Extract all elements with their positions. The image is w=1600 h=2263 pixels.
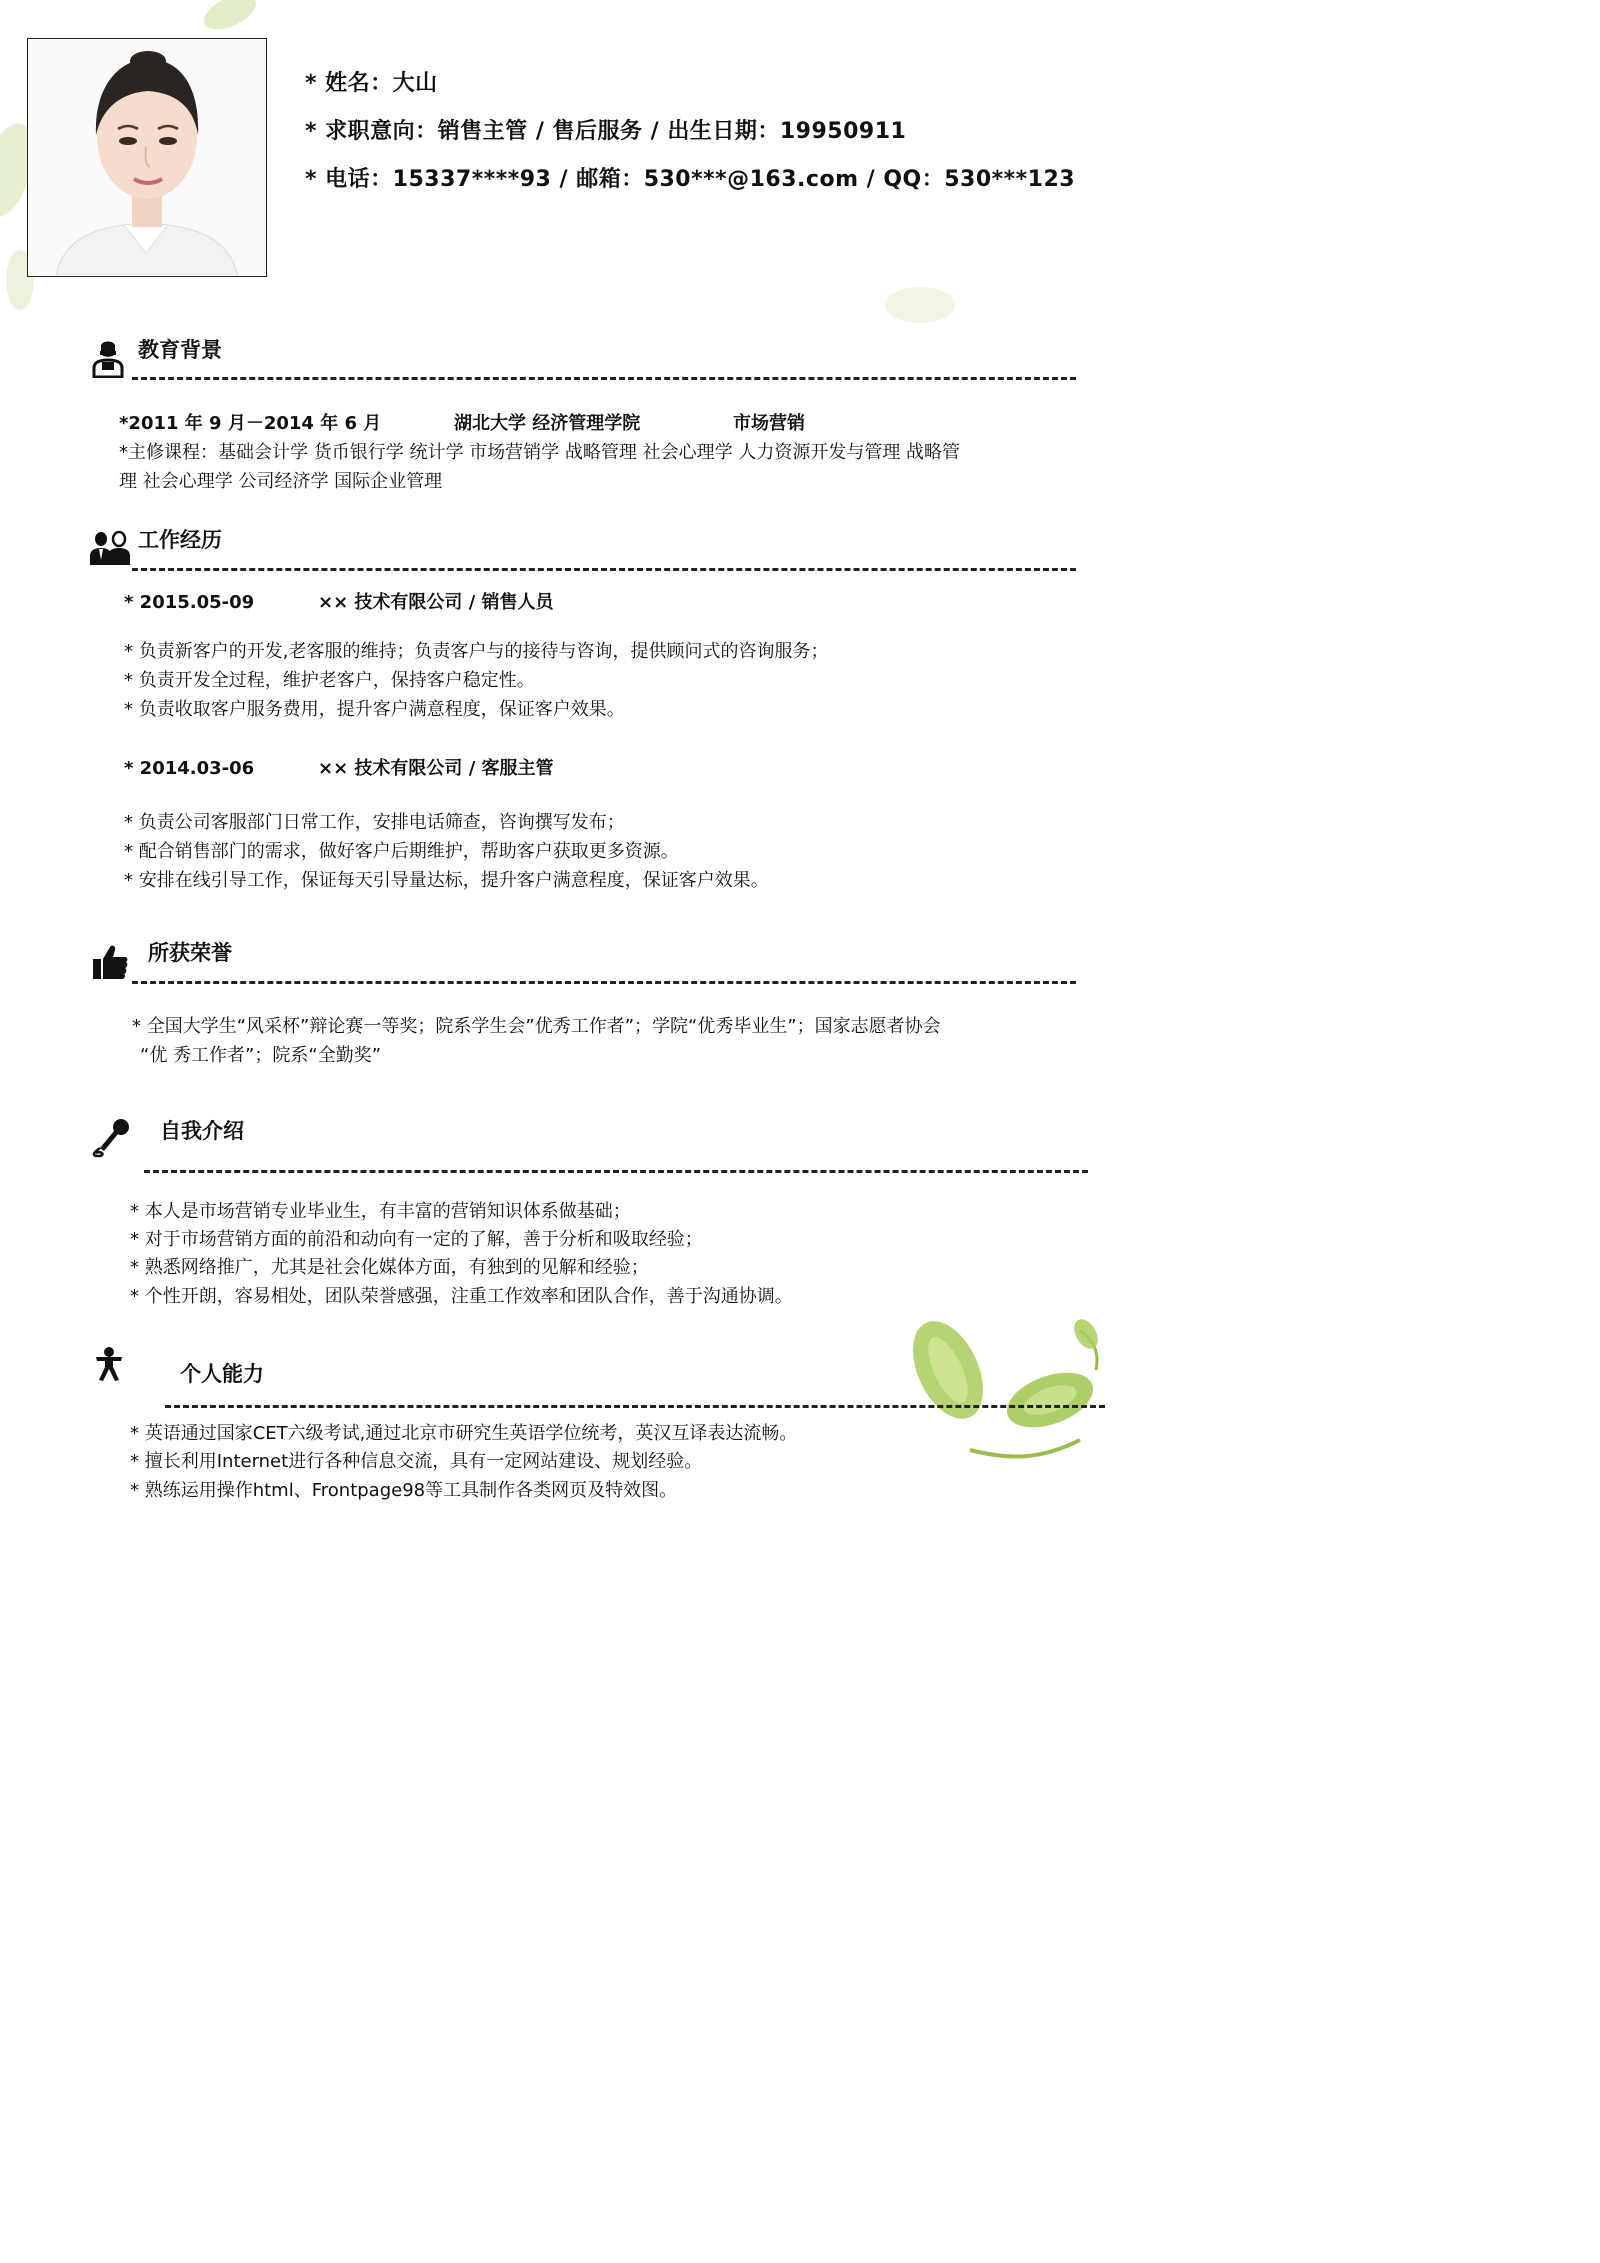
education-courses-line-2: 理 社会心理学 公司经济学 国际企业管理 bbox=[119, 471, 443, 492]
job-2-company: ×× 技术有限公司 / 客服主管 bbox=[318, 758, 554, 779]
skills-divider bbox=[165, 1405, 1105, 1408]
leaf-decoration-top-right bbox=[840, 250, 1040, 370]
honors-divider bbox=[132, 981, 1076, 984]
education-period: *2011 年 9 月－2014 年 6 月 bbox=[119, 413, 382, 434]
job-2-duty-3: * 安排在线引导工作，保证每天引导量达标，提升客户满意程度，保证客户效果。 bbox=[124, 870, 769, 891]
skills-item-3: * 熟练运用操作html、Frontpage98等工具制作各类网页及特效图。 bbox=[130, 1480, 678, 1501]
honors-line-1: * 全国大学生“风采杯”辩论赛一等奖；院系学生会”优秀工作者”；学院“优秀毕业生”；国家志愿者协会 bbox=[132, 1016, 941, 1037]
intro-item-1: * 本人是市场营销专业毕业生，有丰富的营销知识体系做基础； bbox=[130, 1201, 631, 1222]
leaf-decoration-bottom-right bbox=[900, 1310, 1110, 1510]
job-2-date: * 2014.03-06 bbox=[124, 758, 255, 779]
skills-item-1: * 英语通过国家CET六级考试,通过北京市研究生英语学位统考，英汉互译表达流畅。 bbox=[130, 1423, 798, 1444]
person-icon bbox=[92, 340, 124, 378]
skills-item-2: * 擅长利用Internet进行各种信息交流，具有一定网站建设、规划经验。 bbox=[130, 1451, 703, 1472]
people-icon bbox=[90, 530, 130, 566]
intro-divider bbox=[144, 1170, 1088, 1173]
job-1-date: * 2015.05-09 bbox=[124, 592, 255, 613]
job-2-duty-1: * 负责公司客服部门日常工作，安排电话筛查，咨询撰写发布； bbox=[124, 812, 625, 833]
work-divider bbox=[132, 568, 1076, 571]
honors-line-2: “优 秀工作者”；院系“全勤奖” bbox=[140, 1045, 382, 1066]
honors-title: 所获荣誉 bbox=[148, 941, 232, 965]
work-title: 工作经历 bbox=[138, 528, 222, 552]
skills-title: 个人能力 bbox=[180, 1362, 264, 1386]
intro-item-2: * 对于市场营销方面的前沿和动向有一定的了解，善于分析和吸取经验； bbox=[130, 1229, 703, 1250]
job-1-duty-3: * 负责收取客户服务费用，提升客户满意程度，保证客户效果。 bbox=[124, 699, 625, 720]
thumbs-up-icon bbox=[92, 944, 128, 980]
profile-photo bbox=[27, 38, 267, 277]
intro-item-3: * 熟悉网络推广，尤其是社会化媒体方面，有独到的见解和经验； bbox=[130, 1257, 649, 1278]
education-divider bbox=[132, 377, 1076, 380]
intro-title: 自我介绍 bbox=[160, 1119, 244, 1143]
education-school: 湖北大学 经济管理学院 bbox=[454, 413, 641, 434]
education-courses-line-1: *主修课程：基础会计学 货币银行学 统计学 市场营销学 战略管理 社会心理学 人力资源开发与管理 战略管 bbox=[119, 442, 961, 463]
name-line: * 姓名：大山 bbox=[305, 71, 438, 96]
job-1-duty-2: * 负责开发全过程，维护老客户，保持客户稳定性。 bbox=[124, 670, 535, 691]
job-1-company: ×× 技术有限公司 / 销售人员 bbox=[318, 592, 554, 613]
contact-line: * 电话：15337****93 / 邮箱：530***@163.com / QQ：530***123 bbox=[305, 167, 1076, 192]
job-intent-line: * 求职意向：销售主管 / 售后服务 / 出生日期：19950911 bbox=[305, 119, 907, 144]
microphone-icon bbox=[92, 1118, 130, 1158]
portrait-avatar bbox=[28, 39, 265, 275]
education-major: 市场营销 bbox=[733, 413, 805, 434]
stick-figure-icon bbox=[95, 1347, 123, 1381]
job-1-duty-1: * 负责新客户的开发,老客服的维持；负责客户与的接待与咨询，提供顾问式的咨询服务； bbox=[124, 641, 829, 662]
job-2-duty-2: * 配合销售部门的需求，做好客户后期维护，帮助客户获取更多资源。 bbox=[124, 841, 679, 862]
education-title: 教育背景 bbox=[138, 338, 222, 362]
intro-item-4: * 个性开朗，容易相处，团队荣誉感强，注重工作效率和团队合作，善于沟通协调。 bbox=[130, 1286, 793, 1307]
